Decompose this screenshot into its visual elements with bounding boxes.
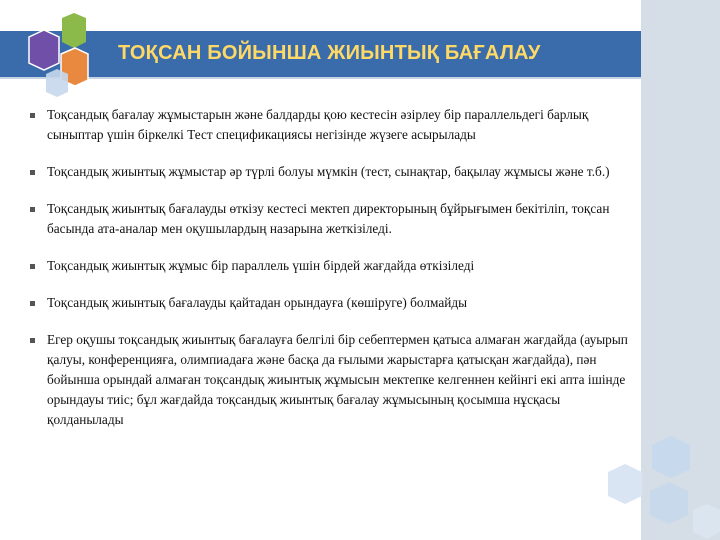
bullet-item-3: Тоқсандық жиынтық бағалауды өткізу кестесі мектеп директорының бұйрығымен бекітіліп, тоқсан басында ата-аналар мен оқушылардың назарына жеткізіледі.	[30, 199, 630, 239]
purple-hexagon-icon	[29, 30, 59, 70]
decorative-hexagons-icon	[598, 435, 720, 540]
deco-hexagon-icon	[693, 504, 720, 539]
hexagon-logo-icon	[8, 8, 108, 108]
deco-hexagon-icon	[608, 464, 642, 504]
bullet-item-6: Егер оқушы тоқсандық жиынтық бағалауға белгілі бір себептермен қатыса алмаған жағдайда (ауырып қалуы, конференцияға, олимпиадаға және басқа да ғылыми жарыстарға қатысқан жағдайда), пән бойынша орындай алмаған тоқсандық жиынтық жұмысын мектепке келгеннен кейінгі екі апта ішінде орындауы тиіс; бұл жағдайда тоқсандық жиынтық бағалау жұмысының қосымша нұсқасы қолданылады	[30, 330, 630, 430]
deco-hexagon-icon	[652, 436, 690, 478]
bullet-item-4: Тоқсандық жиынтық жұмыс бір параллель үшін бірдей жағдайда өткізіледі	[30, 256, 630, 276]
deco-hexagon-icon	[650, 482, 688, 524]
slide-title: ТОҚСАН БОЙЫНША ЖИЫНТЫҚ БАҒАЛАУ	[118, 42, 541, 64]
bullet-item-5: Тоқсандық жиынтық бағалауды қайтадан орындауға (көшіруге) болмайды	[30, 293, 630, 313]
light-hexagon-icon	[46, 69, 68, 97]
bullet-list	[30, 105, 630, 447]
bullet-item-1: Тоқсандық бағалау жұмыстарын және балдарды қою кестесін әзірлеу бір параллельдегі барлық сыныптар үшін біркелкі Тест спецификациясы негізінде жүзеге асырылады	[30, 105, 630, 145]
bullet-item-2: Тоқсандық жиынтық жұмыстар әр түрлі болуы мүмкін (тест, сынақтар, бақылау жұмысы және т.б.)	[30, 162, 630, 182]
green-hexagon-icon	[62, 13, 86, 48]
